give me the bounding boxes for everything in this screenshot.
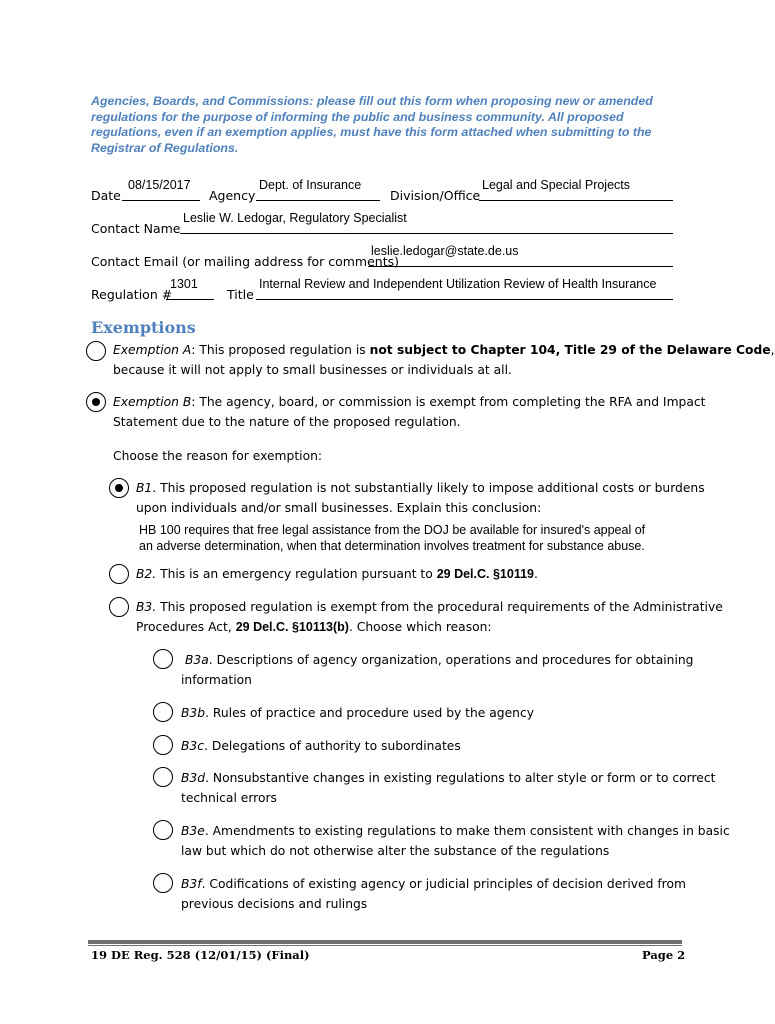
title-label: Title (227, 287, 254, 302)
b2-radio[interactable] (109, 564, 129, 584)
exemption-a-text (113, 340, 775, 380)
exemption-b-line2: Statement due to the nature of the proposed regulation. (113, 415, 461, 429)
b1-text (136, 478, 705, 518)
b2-text-part: This is an emergency regulation pursuant to (156, 567, 437, 581)
exemption-a-text-end: , (770, 343, 775, 357)
b3-text-part: This proposed regulation is exempt from the procedural requirements of the Administrative (156, 600, 723, 614)
exemption-a-text-part: : This proposed regulation is (191, 343, 370, 357)
b3a-line1: . Descriptions of agency organization, operations and procedures for obtaining (208, 653, 694, 667)
b2-text (136, 564, 538, 584)
b3e-radio[interactable] (153, 820, 173, 840)
b3b-name: B3b (181, 706, 206, 720)
b3b-text (181, 703, 534, 723)
b2-name: B2. (136, 567, 157, 581)
b3-line2-text: Procedures Act, (136, 620, 236, 634)
contact-name-value[interactable]: Leslie W. Ledogar, Regulatory Specialist (183, 211, 407, 225)
division-value[interactable]: Legal and Special Projects (482, 178, 631, 192)
b3a-text (181, 650, 694, 690)
b3f-line1: . Codifications of existing agency or judicial principles of decision derived from (201, 877, 686, 891)
date-value[interactable]: 08/15/2017 (128, 178, 191, 192)
b3a-radio[interactable] (153, 649, 173, 669)
date-underline (122, 200, 200, 201)
division-label: Division/Office (390, 188, 481, 203)
b3b-line1: . Rules of practice and procedure used by the agency (205, 706, 535, 720)
regulation-value[interactable]: 1301 (170, 277, 198, 291)
title-underline (256, 299, 673, 300)
b2-code-ref: 29 Del.C. §10119 (436, 567, 534, 581)
exemption-a-name: Exemption A (113, 343, 192, 357)
b1-radio[interactable] (109, 478, 129, 498)
b3e-name: B3e (181, 824, 205, 838)
exemption-b-text-part: : The agency, board, or commission is exempt from completing the RFA and Impact (191, 395, 706, 409)
contact-email-label: Contact Email (or mailing address for comments) (91, 254, 400, 269)
exemption-a-code-ref: not subject to Chapter 104, Title 29 of the Delaware Code (369, 343, 771, 357)
b3a-name: B3a (185, 653, 209, 667)
exemption-b-radio[interactable] (86, 392, 106, 412)
b1-line2: upon individuals and/or small businesses. Explain this conclusion: (136, 501, 542, 515)
agency-value[interactable]: Dept. of Insurance (259, 178, 362, 192)
b1-text-part: . This proposed regulation is not substantially likely to impose additional costs or burdens (152, 481, 705, 495)
exemptions-heading: Exemptions (91, 318, 196, 337)
exemption-a-radio[interactable] (86, 341, 106, 361)
agency-underline (256, 200, 380, 201)
b3c-name: B3c (181, 739, 205, 753)
b3e-line2: law but which do not otherwise alter the substance of the regulations (181, 844, 610, 858)
b3d-radio[interactable] (153, 767, 173, 787)
b1-name: B1 (136, 481, 153, 495)
page-number: Page 2 (642, 948, 686, 962)
contact-name-label: Contact Name (91, 221, 181, 236)
agency-label: Agency (209, 188, 256, 203)
b3-code-ref: 29 Del.C. §10113(b) (235, 620, 349, 634)
choose-reason-label: Choose the reason for exemption: (113, 449, 323, 463)
exemption-b-text (113, 392, 705, 432)
footer-citation: 19 DE Reg. 528 (12/01/15) (Final) (91, 948, 310, 962)
b3d-name: B3d (181, 771, 206, 785)
footer-rule-thin (88, 945, 682, 946)
b3-radio[interactable] (109, 597, 129, 617)
b3e-line1: . Amendments to existing regulations to make them consistent with changes in basic (204, 824, 730, 838)
b3f-radio[interactable] (153, 873, 173, 893)
title-value[interactable]: Internal Review and Independent Utilization Review of Health Insurance (259, 277, 657, 291)
regulation-label: Regulation # (91, 287, 173, 302)
exemption-b-name: Exemption B (113, 395, 192, 409)
contact-name-underline (180, 233, 673, 234)
exemption-a-line2: because it will not apply to small businesses or individuals at all. (113, 363, 512, 377)
b3f-text (181, 874, 686, 914)
b3c-text (181, 736, 461, 756)
contact-email-underline (368, 266, 673, 267)
b3d-text (181, 768, 715, 808)
b3f-line2: previous decisions and rulings (181, 897, 368, 911)
form-instructions: Agencies, Boards, and Commissions: please fill out this form when proposing new or amended regulations for the purpose of informing the public and business community. All proposed regulations, even if an exemption applies, must have this form attached when submitting to the Registrar of Regulations. (91, 94, 653, 155)
contact-email-value[interactable]: leslie.ledogar@state.de.us (371, 244, 519, 258)
b3e-text (181, 821, 730, 861)
b1-explanation[interactable] (139, 522, 645, 554)
b3c-radio[interactable] (153, 735, 173, 755)
b3d-line1: . Nonsubstantive changes in existing regulations to alter style or form or to correct (205, 771, 716, 785)
b1-explanation-line2: an adverse determination, when that determination involves treatment for substance abuse. (139, 539, 645, 553)
b3f-name: B3f (181, 877, 202, 891)
b3-name: B3. (136, 600, 157, 614)
division-underline (479, 200, 673, 201)
b3c-line1: . Delegations of authority to subordinates (204, 739, 461, 753)
regulation-underline (166, 299, 214, 300)
b1-explanation-line1: HB 100 requires that free legal assistance from the DOJ be available for insured's appeal of (139, 523, 646, 537)
b2-text-end: . (533, 567, 538, 581)
b3a-line2: information (181, 673, 252, 687)
footer-rule-thick (88, 940, 682, 944)
b3d-line2: technical errors (181, 791, 277, 805)
b3-line2-end: . Choose which reason: (348, 620, 492, 634)
b3-text (136, 597, 723, 637)
date-label: Date (91, 188, 121, 203)
b3b-radio[interactable] (153, 702, 173, 722)
